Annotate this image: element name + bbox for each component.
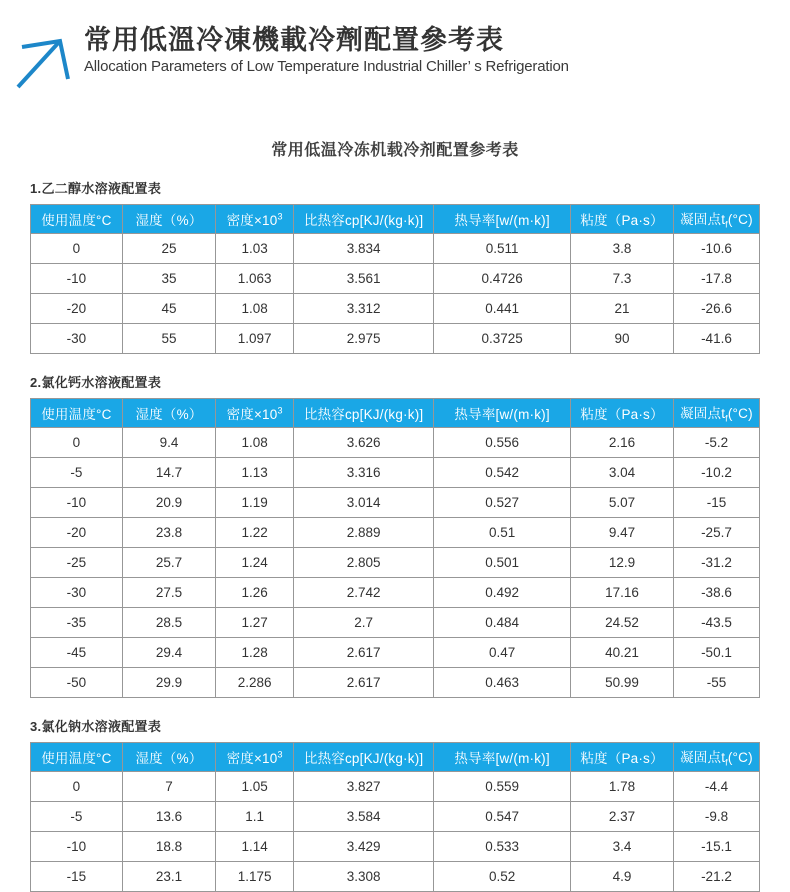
table-cell: 40.21 — [571, 638, 674, 668]
table-cell: 3.827 — [294, 772, 434, 802]
table-row — [31, 458, 760, 488]
column-header: 热导率[w/(m·k)] — [434, 743, 571, 772]
table-cell: 0.542 — [434, 458, 571, 488]
table-cell: -43.5 — [673, 608, 759, 638]
table-row — [31, 324, 760, 354]
table-row — [31, 488, 760, 518]
table-row — [31, 772, 760, 802]
table-cell: -5 — [31, 802, 123, 832]
table-cell: 1.24 — [216, 548, 294, 578]
table-header-row — [31, 205, 760, 234]
table-cell: -31.2 — [673, 548, 759, 578]
table-cell: 0.492 — [434, 578, 571, 608]
section-label-calcium-chloride: 2.氯化钙水溶液配置表 — [30, 375, 162, 390]
document-title: 常用低温冷冻机载冷剂配置参考表 — [271, 142, 519, 159]
column-header: 热导率[w/(m·k)] — [434, 399, 571, 428]
table-calcium-chloride — [30, 398, 760, 698]
column-header: 比热容cp[KJ/(kg·k)] — [294, 743, 434, 772]
table-cell: 3.834 — [294, 234, 434, 264]
table-cell: -15.1 — [673, 832, 759, 862]
table-cell: 0.51 — [434, 518, 571, 548]
table-cell: 1.08 — [216, 294, 294, 324]
section-calcium-chloride — [0, 372, 790, 698]
arrow-up-right-icon — [13, 29, 73, 91]
table-cell: -21.2 — [673, 862, 759, 892]
table-cell: 23.8 — [122, 518, 215, 548]
table-cell: 0.3725 — [434, 324, 571, 354]
table-cell: 2.7 — [294, 608, 434, 638]
table-row — [31, 548, 760, 578]
column-header: 密度$\times 10^3$ — [216, 743, 294, 772]
table-cell: 2.37 — [571, 802, 674, 832]
table-cell: 27.5 — [122, 578, 215, 608]
table-cell: -10.2 — [673, 458, 759, 488]
table-cell: 3.8 — [571, 234, 674, 264]
table-row — [31, 578, 760, 608]
table-cell: 17.16 — [571, 578, 674, 608]
table-cell: 9.47 — [571, 518, 674, 548]
table-cell: -50 — [31, 668, 123, 698]
table-cell: 0.527 — [434, 488, 571, 518]
table-cell: 0.463 — [434, 668, 571, 698]
table-cell: 0.547 — [434, 802, 571, 832]
section-label-ethylene-glycol: 1.乙二醇水溶液配置表 — [30, 181, 162, 196]
table-cell: 25.7 — [122, 548, 215, 578]
table-cell: 0.4726 — [434, 264, 571, 294]
table-cell: 14.7 — [122, 458, 215, 488]
table-cell: -4.4 — [673, 772, 759, 802]
table-cell: -20 — [31, 518, 123, 548]
table-cell: 20.9 — [122, 488, 215, 518]
table-cell: 0.47 — [434, 638, 571, 668]
table-cell: 0.501 — [434, 548, 571, 578]
table-cell: 1.78 — [571, 772, 674, 802]
table-cell: 2.286 — [216, 668, 294, 698]
table-cell: 7.3 — [571, 264, 674, 294]
table-cell: 2.617 — [294, 668, 434, 698]
column-header: 粘度（Pa·s） — [571, 205, 674, 234]
table-cell: 5.07 — [571, 488, 674, 518]
table-row — [31, 234, 760, 264]
table-cell: -10.6 — [673, 234, 759, 264]
table-cell: 0.52 — [434, 862, 571, 892]
table-row — [31, 668, 760, 698]
column-header: 比热容cp[KJ/(kg·k)] — [294, 399, 434, 428]
table-cell: -35 — [31, 608, 123, 638]
table-cell: 2.617 — [294, 638, 434, 668]
table-cell: 3.308 — [294, 862, 434, 892]
table-cell: -20 — [31, 294, 123, 324]
table-cell: 3.312 — [294, 294, 434, 324]
table-cell: 3.561 — [294, 264, 434, 294]
table-cell: 3.4 — [571, 832, 674, 862]
document-header — [0, 0, 790, 91]
column-header: 凝固点$t_f(^\circ C)$ — [673, 205, 759, 234]
table-ethylene-glycol — [30, 204, 760, 354]
table-sodium-chloride — [30, 742, 760, 892]
table-row — [31, 264, 760, 294]
table-cell: -55 — [673, 668, 759, 698]
column-header: 密度$\times 10^3$ — [216, 205, 294, 234]
table-row — [31, 802, 760, 832]
title-block — [84, 24, 569, 76]
table-cell: 0 — [31, 234, 123, 264]
table-cell: 1.097 — [216, 324, 294, 354]
table-cell: -50.1 — [673, 638, 759, 668]
table-cell: 29.4 — [122, 638, 215, 668]
table-cell: 35 — [122, 264, 215, 294]
table-cell: 25 — [122, 234, 215, 264]
table-cell: 2.805 — [294, 548, 434, 578]
table-cell: 0.484 — [434, 608, 571, 638]
table-cell: 1.08 — [216, 428, 294, 458]
column-header: 湿度（%） — [122, 743, 215, 772]
table-header-row — [31, 743, 760, 772]
table-cell: -10 — [31, 832, 123, 862]
table-cell: -25 — [31, 548, 123, 578]
table-cell: 3.429 — [294, 832, 434, 862]
table-cell: 0.511 — [434, 234, 571, 264]
table-cell: 1.14 — [216, 832, 294, 862]
table-cell: 2.16 — [571, 428, 674, 458]
table-cell: -38.6 — [673, 578, 759, 608]
table-cell: 18.8 — [122, 832, 215, 862]
table-cell: 45 — [122, 294, 215, 324]
table-cell: 55 — [122, 324, 215, 354]
table-cell: 1.063 — [216, 264, 294, 294]
column-header: 使用温度°C — [31, 399, 123, 428]
table-cell: -10 — [31, 264, 123, 294]
table-cell: 1.1 — [216, 802, 294, 832]
table-cell: 1.27 — [216, 608, 294, 638]
table-cell: -45 — [31, 638, 123, 668]
table-cell: 21 — [571, 294, 674, 324]
table-cell: 4.9 — [571, 862, 674, 892]
table-cell: -5.2 — [673, 428, 759, 458]
table-cell: -9.8 — [673, 802, 759, 832]
main-title: 常用低溫冷凍機載冷劑配置參考表 — [84, 25, 504, 55]
table-cell: 3.316 — [294, 458, 434, 488]
table-cell: 1.175 — [216, 862, 294, 892]
table-cell: 1.19 — [216, 488, 294, 518]
table-row — [31, 294, 760, 324]
table-cell: -15 — [31, 862, 123, 892]
table-cell: 0 — [31, 428, 123, 458]
table-cell: 2.975 — [294, 324, 434, 354]
table-cell: 1.26 — [216, 578, 294, 608]
table-row — [31, 428, 760, 458]
table-cell: 1.22 — [216, 518, 294, 548]
table-cell: 0 — [31, 772, 123, 802]
table-cell: 12.9 — [571, 548, 674, 578]
column-header: 湿度（%） — [122, 399, 215, 428]
table-cell: 29.9 — [122, 668, 215, 698]
table-cell: 0.441 — [434, 294, 571, 324]
table-cell: -15 — [673, 488, 759, 518]
table-cell: 23.1 — [122, 862, 215, 892]
column-header: 湿度（%） — [122, 205, 215, 234]
table-row — [31, 518, 760, 548]
table-cell: 2.889 — [294, 518, 434, 548]
column-header: 粘度（Pa·s） — [571, 399, 674, 428]
table-cell: 0.559 — [434, 772, 571, 802]
table-cell: 1.28 — [216, 638, 294, 668]
table-cell: 90 — [571, 324, 674, 354]
table-cell: 9.4 — [122, 428, 215, 458]
table-cell: 3.584 — [294, 802, 434, 832]
table-cell: 24.52 — [571, 608, 674, 638]
column-header: 使用温度°C — [31, 205, 123, 234]
column-header: 使用温度°C — [31, 743, 123, 772]
table-row — [31, 608, 760, 638]
table-cell: 2.742 — [294, 578, 434, 608]
table-cell: -10 — [31, 488, 123, 518]
table-cell: 13.6 — [122, 802, 215, 832]
table-header-row — [31, 399, 760, 428]
subtitle: Allocation Parameters of Low Temperature Industrial Chiller’ s Refrigeration — [84, 58, 569, 75]
table-cell: 1.03 — [216, 234, 294, 264]
column-header: 密度$\times 10^3$ — [216, 399, 294, 428]
table-cell: 50.99 — [571, 668, 674, 698]
table-cell: -41.6 — [673, 324, 759, 354]
table-cell: -30 — [31, 578, 123, 608]
column-header: 凝固点$t_f(^\circ C)$ — [673, 399, 759, 428]
section-sodium-chloride — [0, 716, 790, 892]
section-ethylene-glycol — [0, 178, 790, 354]
column-header: 凝固点$t_f(^\circ C)$ — [673, 743, 759, 772]
table-row — [31, 832, 760, 862]
table-cell: 1.13 — [216, 458, 294, 488]
table-cell: -30 — [31, 324, 123, 354]
table-cell: -26.6 — [673, 294, 759, 324]
table-cell: 0.533 — [434, 832, 571, 862]
table-row — [31, 862, 760, 892]
column-header: 比热容cp[KJ/(kg·k)] — [294, 205, 434, 234]
table-cell: 28.5 — [122, 608, 215, 638]
column-header: 粘度（Pa·s） — [571, 743, 674, 772]
table-cell: 3.04 — [571, 458, 674, 488]
table-cell: 7 — [122, 772, 215, 802]
table-cell: 3.626 — [294, 428, 434, 458]
section-label-sodium-chloride: 3.氯化钠水溶液配置表 — [30, 719, 162, 734]
table-cell: -25.7 — [673, 518, 759, 548]
table-cell: 3.014 — [294, 488, 434, 518]
column-header: 热导率[w/(m·k)] — [434, 205, 571, 234]
table-cell: 0.556 — [434, 428, 571, 458]
table-cell: -17.8 — [673, 264, 759, 294]
table-cell: 1.05 — [216, 772, 294, 802]
table-cell: -5 — [31, 458, 123, 488]
table-row — [31, 638, 760, 668]
